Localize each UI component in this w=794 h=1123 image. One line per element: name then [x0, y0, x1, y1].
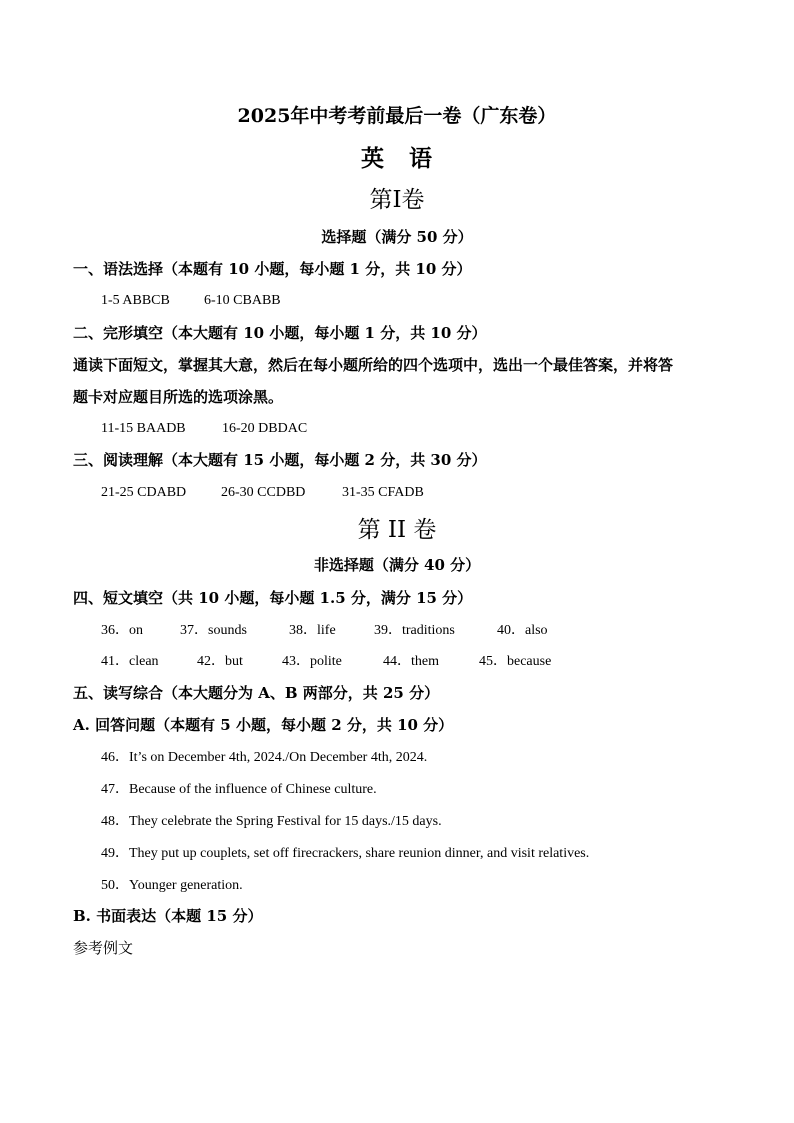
volume-1-title: 第Ⅰ卷 — [369, 187, 425, 213]
part-1-answer: 6-10 CBABB — [204, 293, 281, 308]
part-5a-answer: 50．Younger generation. — [101, 878, 243, 893]
part-5a-answer: 46．It’s on December 4th, 2024./On December 4th, 2024. — [101, 750, 428, 765]
part-3-answer: 21-25 CDABD — [101, 485, 187, 500]
part-4-answer: 37．sounds — [180, 623, 247, 638]
part-4-answer: 44．them — [383, 654, 439, 669]
part-3-answer: 26-30 CCDBD — [221, 485, 306, 500]
part-5a-answer: 48．They celebrate the Spring Festival for 15 days./15 days. — [101, 814, 442, 829]
part-1-heading: 一、语法选择（本题有 10 小题，每小题 1 分，共 10 分） — [73, 260, 472, 278]
part-5a-answer: 47．Because of the influence of Chinese culture. — [101, 782, 377, 797]
part-4-answer: 42．but — [197, 654, 243, 669]
part-5a-heading: A. 回答问题（本题有 5 小题，每小题 2 分，共 10 分） — [73, 716, 454, 734]
part-4-answer: 45．because — [479, 654, 552, 669]
part-5b-heading: B. 书面表达（本题 15 分） — [73, 907, 263, 925]
part-4-answer: 39．traditions — [374, 623, 455, 638]
part-4-heading: 四、短文填空（共 10 小题，每小题 1.5 分，满分 15 分） — [73, 589, 473, 607]
part-4-answer: 43．polite — [282, 654, 342, 669]
volume-2-subtitle: 非选择题（满分 40 分） — [313, 556, 481, 574]
part-1-answer: 1-5 ABBCB — [101, 293, 170, 308]
part-2-instruction: 题卡对应题目所选的选项涂黑。 — [73, 388, 284, 406]
document-title: 2025年中考考前最后一卷（广东卷） — [237, 105, 557, 127]
sample-essay-label: 参考例文 — [73, 939, 134, 957]
part-4-answer: 38．life — [289, 623, 336, 638]
part-4-answer: 36．on — [101, 623, 143, 638]
part-3-answer: 31-35 CFADB — [342, 485, 424, 500]
subject-title: 英 语 — [361, 145, 433, 172]
volume-1-subtitle: 选择题（满分 50 分） — [321, 228, 473, 246]
part-2-answer: 16-20 DBDAC — [222, 421, 308, 436]
part-2-heading: 二、完形填空（本大题有 10 小题，每小题 1 分，共 10 分） — [73, 324, 487, 342]
part-5a-answer: 49．They put up couplets, set off firecrackers, share reunion dinner, and visit relatives. — [101, 846, 590, 861]
part-4-answer: 41．clean — [101, 654, 159, 669]
part-5-heading: 五、读写综合（本大题分为 A、B 两部分，共 25 分） — [73, 684, 440, 702]
part-2-answer: 11-15 BAADB — [101, 421, 186, 436]
volume-2-title: 第 II 卷 — [357, 517, 437, 543]
part-4-answer: 40．also — [497, 623, 548, 638]
part-3-heading: 三、阅读理解（本大题有 15 小题，每小题 2 分，共 30 分） — [73, 451, 487, 469]
part-2-instruction: 通读下面短文，掌握其大意，然后在每小题所给的四个选项中，选出一个最佳答案，并将答 — [73, 356, 674, 374]
